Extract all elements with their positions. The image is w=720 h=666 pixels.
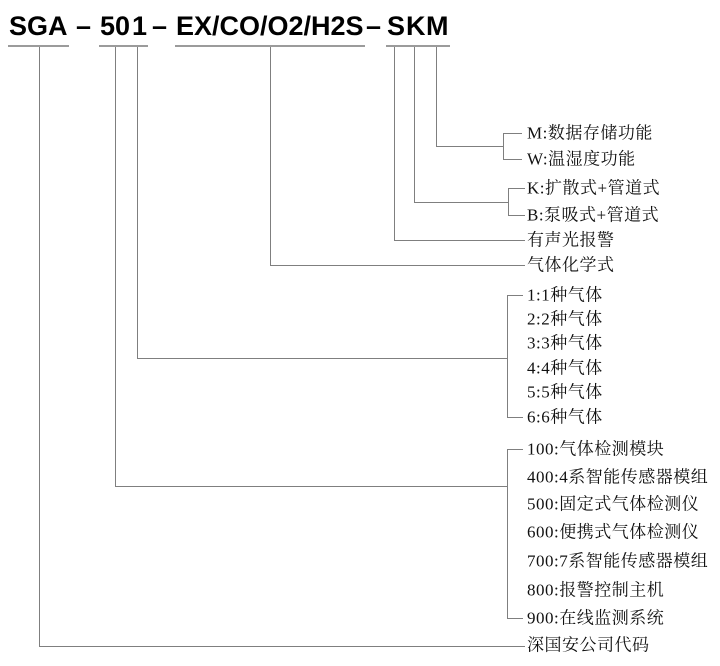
- connector-vertical-gas-count: [137, 47, 138, 359]
- label-gas-count-4: 4:4种气体: [527, 358, 603, 378]
- bracket-gas-count-vertical: [507, 295, 508, 418]
- label-gas-count-6: 6:6种气体: [527, 407, 603, 427]
- model-segment-suffix-m: M: [425, 12, 450, 47]
- label-gas-count-3: 3:3种气体: [527, 333, 603, 353]
- label-b-pump: B:泵吸式+管道式: [527, 205, 660, 225]
- connector-vertical-suffix-s: [394, 47, 395, 241]
- model-segment-company: SGA: [8, 12, 69, 47]
- label-series-500: 500:固定式气体检测仪: [527, 494, 700, 514]
- connector-horizontal-gas-count: [137, 358, 508, 359]
- bracket-gas-count-stub-top: [507, 295, 523, 296]
- connector-vertical-suffix-k: [414, 47, 415, 203]
- bracket-gas-count-stub-bottom: [507, 417, 523, 418]
- connector-vertical-series: [115, 47, 116, 487]
- model-segment-suffix-k: K: [405, 12, 427, 47]
- connector-vertical-company: [39, 47, 40, 647]
- label-gas-count-2: 2:2种气体: [527, 309, 603, 329]
- separator-dash: –: [152, 11, 168, 41]
- label-k-diffusion: K:扩散式+管道式: [527, 178, 661, 198]
- label-series-900: 900:在线监测系统: [527, 608, 665, 628]
- label-series-700: 700:7系智能传感器模组: [527, 551, 709, 571]
- connector-horizontal-gas-formula: [270, 265, 525, 266]
- label-series-600: 600:便携式气体检测仪: [527, 522, 700, 542]
- bracket-kb-stub-top: [508, 188, 525, 189]
- separator-dash: –: [366, 11, 382, 41]
- bracket-mw-stub-bottom: [503, 159, 522, 160]
- label-sound-light-alarm: 有声光报警: [527, 230, 615, 250]
- label-w-temp-humidity: W:温湿度功能: [527, 149, 636, 169]
- model-segment-gas-count: 1: [131, 12, 148, 47]
- bracket-kb-vertical: [508, 188, 509, 216]
- connector-horizontal-series: [115, 486, 508, 487]
- bracket-mw-vertical: [503, 133, 504, 160]
- bracket-series-stub-top: [507, 449, 523, 450]
- label-series-400: 400:4系智能传感器模组: [527, 467, 709, 487]
- label-m-data-storage: M:数据存储功能: [527, 123, 653, 143]
- bracket-series-stub-bottom: [507, 618, 523, 619]
- bracket-series-vertical: [507, 449, 508, 619]
- label-series-800: 800:报警控制主机: [527, 580, 665, 600]
- separator-dash: –: [76, 11, 92, 41]
- bracket-kb-stub-bottom: [508, 215, 525, 216]
- model-segment-suffix-s: S: [386, 12, 406, 47]
- label-gas-count-1: 1:1种气体: [527, 285, 603, 305]
- label-gas-count-5: 5:5种气体: [527, 382, 603, 402]
- connector-vertical-suffix-m: [436, 47, 437, 147]
- model-segment-gas-formula: EX/CO/O2/H2S: [175, 12, 365, 47]
- label-series-100: 100:气体检测模块: [527, 439, 665, 459]
- connector-vertical-gas-formula: [270, 47, 271, 266]
- connector-horizontal-company: [39, 646, 525, 647]
- model-segment-series: 50: [99, 12, 131, 47]
- connector-horizontal-suffix-k: [414, 202, 509, 203]
- connector-horizontal-suffix-s: [394, 240, 525, 241]
- label-company-code: 深国安公司代码: [527, 635, 650, 655]
- bracket-mw-stub-top: [503, 133, 522, 134]
- connector-horizontal-suffix-m: [436, 146, 504, 147]
- label-gas-formula: 气体化学式: [527, 255, 615, 275]
